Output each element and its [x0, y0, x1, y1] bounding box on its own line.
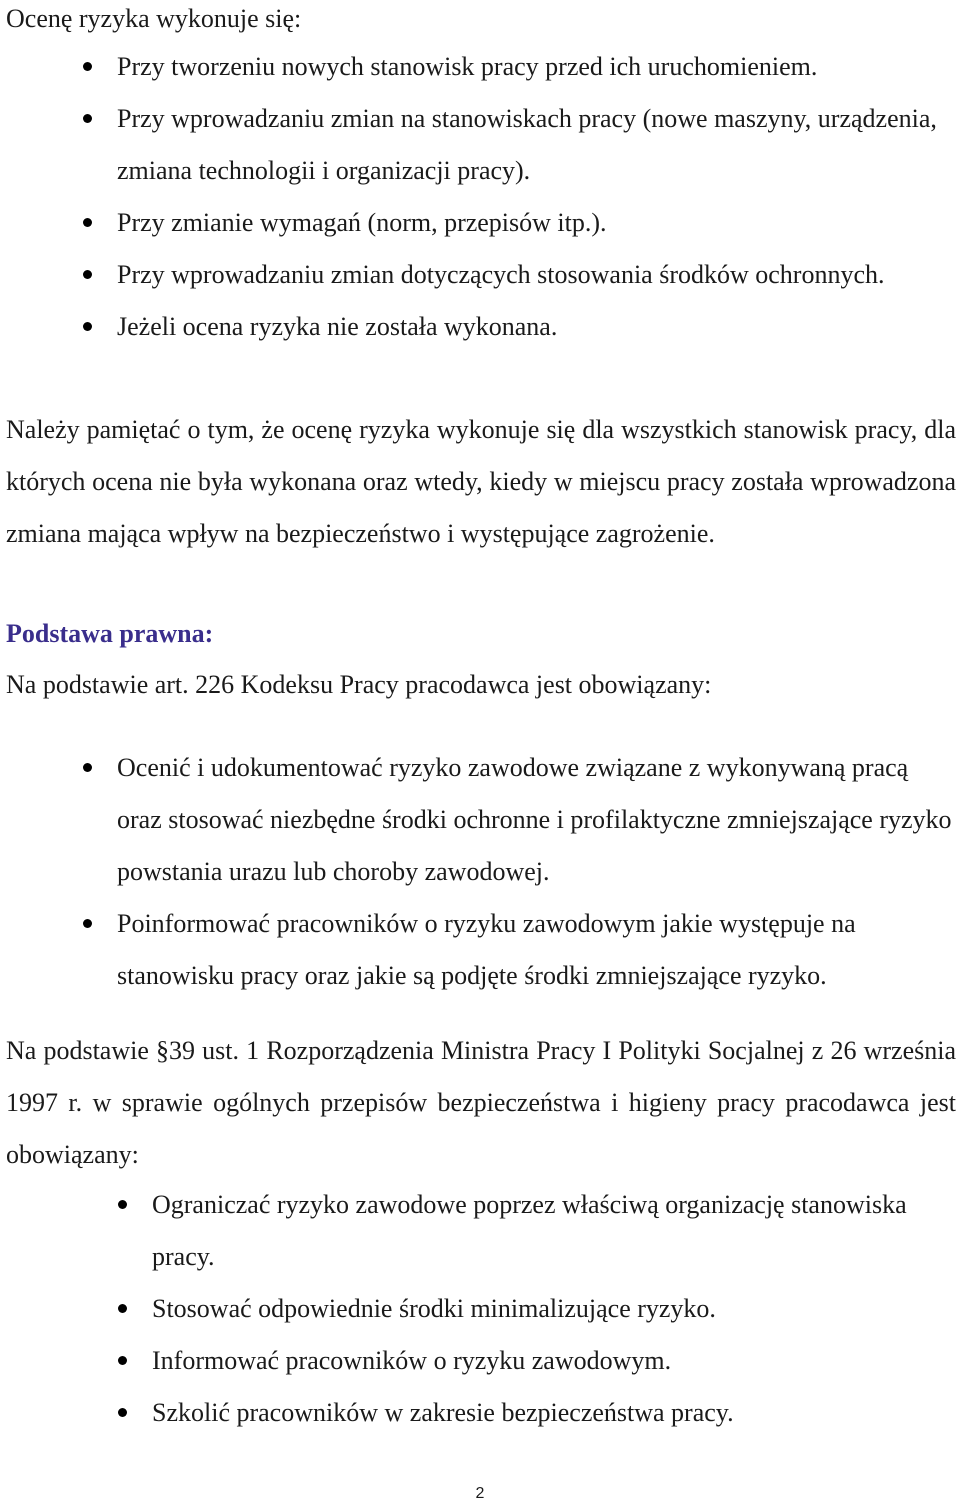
employer-obligations-list [117, 742, 955, 1002]
list-item: Ograniczać ryzyko zawodowe poprzez właściwą organizację stanowiska pracy. [152, 1179, 932, 1283]
regulation-obligations-list [152, 1179, 932, 1439]
bullet-icon [83, 62, 92, 71]
bullet-icon [83, 114, 92, 123]
bullet-icon [118, 1304, 127, 1313]
list-item: Szkolić pracowników w zakresie bezpieczeństwa pracy. [152, 1387, 932, 1439]
legal-basis-heading: Podstawa prawna: [6, 619, 214, 648]
list-item: Jeżeli ocena ryzyka nie została wykonana. [117, 301, 937, 353]
labour-code-basis: Na podstawie art. 226 Kodeksu Pracy pracodawca jest obowiązany: [6, 670, 712, 699]
bullet-icon [83, 270, 92, 279]
bullet-icon [83, 218, 92, 227]
bullet-icon [118, 1356, 127, 1365]
list-item: Poinformować pracowników o ryzyku zawodowym jakie występuje na stanowisku pracy oraz jakie są podjęte środki zmniejszające ryzyko. [117, 898, 955, 1002]
list-item: Przy wprowadzaniu zmian na stanowiskach pracy (nowe maszyny, urządzenia, zmiana technologii i organizacji pracy). [117, 93, 937, 197]
regulation-basis-paragraph: Na podstawie §39 ust. 1 Rozporządzenia Ministra Pracy I Polityki Socjalnej z 26 września 1997 r. w sprawie ogólnych przepisów bezpieczeństwa i higieny pracy pracodawca jest obowiązany: [6, 1036, 956, 1169]
bullet-icon [83, 919, 92, 928]
bullet-icon [83, 763, 92, 772]
page-number: 2 [475, 1485, 485, 1502]
risk-assessment-occasions-list [117, 41, 937, 353]
list-item: Ocenić i udokumentować ryzyko zawodowe związane z wykonywaną pracą oraz stosować niezbędne środki ochronne i profilaktyczne zmniejszające ryzyko powstania urazu lub choroby zawodowej. [117, 742, 955, 898]
bullet-icon [83, 322, 92, 331]
list-item: Przy zmianie wymagań (norm, przepisów itp.). [117, 197, 937, 249]
reminder-paragraph: Należy pamiętać o tym, że ocenę ryzyka wykonuje się dla wszystkich stanowisk pracy, dla których ocena nie była wykonana oraz wtedy, kiedy w miejscu pracy została wprowadzona zmiana mająca wpływ na bezpieczeństwo i występujące zagrożenie. [6, 415, 956, 548]
intro-text: Ocenę ryzyka wykonuje się: [6, 4, 302, 33]
bullet-icon [118, 1408, 127, 1417]
list-item: Przy tworzeniu nowych stanowisk pracy przed ich uruchomieniem. [117, 41, 937, 93]
bullet-icon [118, 1200, 127, 1209]
list-item: Informować pracowników o ryzyku zawodowym. [152, 1335, 932, 1387]
list-item: Stosować odpowiednie środki minimalizujące ryzyko. [152, 1283, 932, 1335]
list-item: Przy wprowadzaniu zmian dotyczących stosowania środków ochronnych. [117, 249, 937, 301]
